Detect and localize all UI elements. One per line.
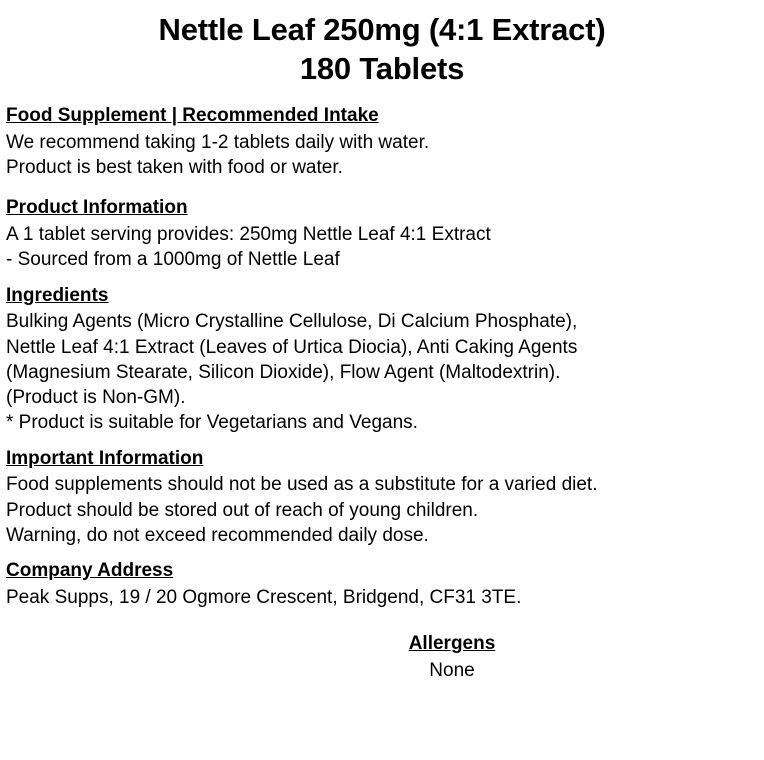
allergens-value: None [429,660,475,682]
section-heading: Food Supplement | Recommended Intake [6,105,379,127]
section-heading: Company Address [6,560,174,582]
section-heading: Ingredients [6,284,109,306]
section-line: Peak Supps, 19 / 20 Ogmore Crescent, Bridgend, CF31 3TE. [6,587,522,609]
section-line: Warning, do not exceed recommended daily dose. [6,525,429,547]
page-title-line-2: 180 Tablets [299,51,465,87]
section-line: * Product is suitable for Vegetarians and Vegans. [6,412,418,434]
section-line: - Sourced from a 1000mg of Nettle Leaf [6,249,340,271]
page-title [6,10,758,88]
section-line: Product should be stored out of reach of young children. [6,499,479,521]
section-ingredients [6,284,758,436]
page-title-line-1: Nettle Leaf 250mg (4:1 Extract) [158,12,606,47]
section-food-supplement [6,104,758,180]
section-line: (Product is Non-GM). [6,387,186,409]
section-line: Nettle Leaf 4:1 Extract (Leaves of Urtica Diocia), Anti Caking Agents [6,336,578,358]
section-product-information [6,196,758,272]
section-allergens [6,632,758,683]
section-line: A 1 tablet serving provides: 250mg Nettle Leaf 4:1 Extract [6,224,491,246]
section-heading: Product Information [6,197,188,219]
label-page [0,10,764,760]
section-line: We recommend taking 1-2 tablets daily with water. [6,131,430,153]
section-company-address [6,559,758,610]
section-line: Food supplements should not be used as a substitute for a varied diet. [6,474,598,496]
section-line: Bulking Agents (Micro Crystalline Cellulose, Di Calcium Phosphate), [6,311,578,333]
section-line: (Magnesium Stearate, Silicon Dioxide), Flow Agent (Maltodextrin). [6,361,561,383]
section-line: Product is best taken with food or water. [6,157,343,179]
allergens-heading: Allergens [408,633,496,655]
section-heading: Important Information [6,447,204,469]
section-important-information [6,447,758,549]
